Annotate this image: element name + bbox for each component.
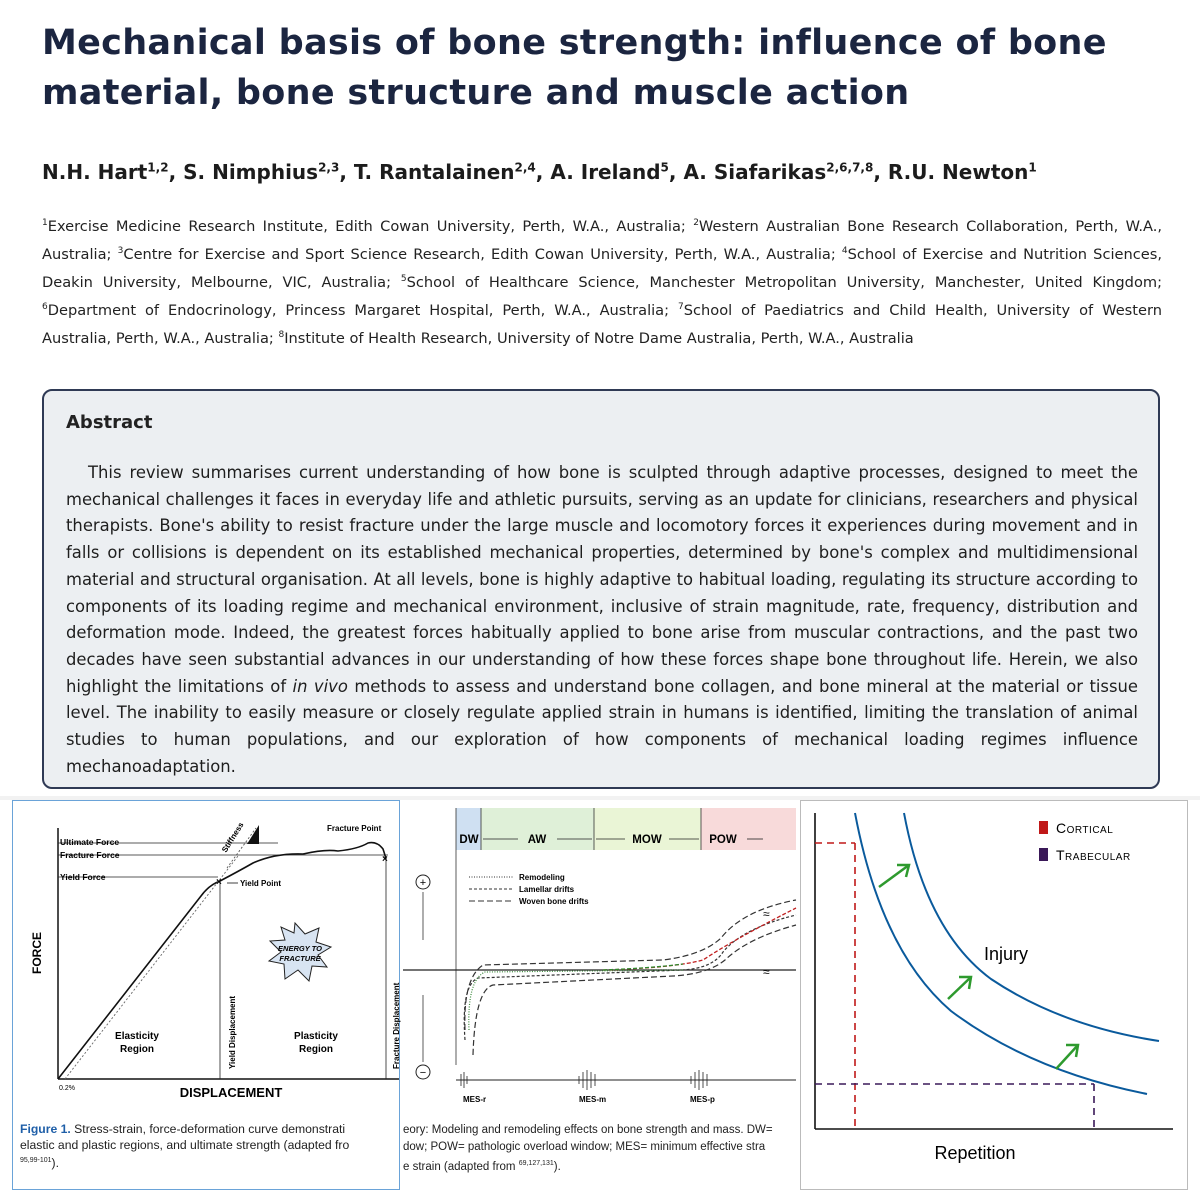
f2-break-mark-1: ≈ [763, 907, 770, 921]
affiliation-text: Department of Endocrinology, Princess Margaret Hospital, Perth, W.A., Australia; [47, 301, 678, 319]
author-affiliation-marker: 5 [660, 160, 669, 175]
figure3-chart [801, 801, 1189, 1191]
f2-green-curve [603, 964, 683, 970]
f1-fracture-force-label: Fracture Force [60, 850, 120, 860]
f1-fracture-point-label: Fracture Point [327, 824, 382, 833]
f2-pow-label: POW [709, 834, 737, 846]
figure2-chart [403, 800, 796, 1120]
f3-legend-trabecular: Trabecular [1056, 847, 1131, 863]
f1-fracture-displacement-label: Fracture Displacement [392, 982, 401, 1069]
f2-woven-upper-curve [465, 900, 796, 1030]
f1-yield-displacement-label: Yield Displacement [228, 995, 237, 1069]
author-separator: , [668, 160, 684, 184]
affiliation-number: 6 [42, 301, 48, 312]
figure2-caption-post: ). [553, 1160, 561, 1173]
author-affiliation-marker: 2,6,7,8 [826, 160, 874, 175]
affiliation-number: 4 [841, 245, 848, 256]
figure1-caption-line3 [20, 1153, 59, 1171]
figure1-caption-sup: 95,99-101 [20, 1157, 52, 1164]
f1-elasticity-label-2: Region [120, 1044, 154, 1055]
f2-remodeling-curve [469, 970, 683, 1030]
abstract-text-part2: methods to assess and understand bone collagen, and bone mineral at the material or tissue level. The inability to easily measure or closely regulate applied strain in humans is identified, limiting the translation of animal studies to human populations, and our exploration of how components of mechanical loading regimes influence mechanoadaptation. [66, 676, 1138, 776]
f2-dw-label: DW [459, 834, 479, 846]
affiliation-text: Centre for Exercise and Sport Science Research, Edith Cowan University, Perth, W.A., Australia; [123, 245, 842, 263]
f2-woven-lower-curve [473, 925, 796, 1055]
author-affiliation-marker: 2,4 [514, 160, 536, 175]
paper-title: Mechanical basis of bone strength: influence of bone material, bone structure and muscle action [42, 23, 1107, 113]
abstract-heading: Abstract [66, 412, 153, 433]
f1-yield-marker: × [216, 877, 222, 888]
f1-energy-label-1: ENERGY TO [278, 944, 322, 953]
f2-minus-label: − [419, 1067, 427, 1079]
f1-fracture-marker: × [382, 854, 388, 865]
affiliation-number: 1 [42, 218, 48, 228]
affiliation-text: Institute of Health Research, University of Notre Dame Australia, Perth, W.A., Australia [284, 329, 914, 347]
f1-energy-label-2: FRACTURE [279, 954, 321, 963]
f1-offset-label: 0.2% [59, 1085, 75, 1092]
figure2-panel [403, 800, 796, 1190]
author-name: S. Nimphius [183, 160, 319, 184]
author-affiliation-marker: 2,3 [318, 160, 340, 175]
f1-elasticity-label-1: Elasticity [115, 1031, 159, 1042]
f2-aw-label: AW [527, 834, 547, 846]
f1-yield-point-label: Yield Point [240, 879, 282, 888]
f2-mes-m: MES-m [579, 1095, 607, 1104]
f2-mow-label: MOW [632, 834, 662, 846]
affiliation-number: 8 [278, 329, 285, 340]
f3-x-axis-label: Repetition [934, 1143, 1016, 1163]
abstract-text-part1: This review summarises current understanding of how bone is sculpted through adaptive processes, designed to meet the mechanical challenges it faces in everyday life and athletic pursuits, serving as an update for clinicians, researchers and physical therapists. Bone's ability to resist fracture under the large muscle and locomotory forces it experiences during movement and in falls or collisions is dependent on its established mechanical properties, determined by bone's complex and multidimensional material and structural organisation. At all levels, bone is highly adaptive to habitual loading, regulating its structure according to components of its loading regime and mechanical environment, inclusive of strain magnitude, rate, frequency, distribution and deformation mode. Indeed, the greatest forces habitually applied to bone arise from muscular contractions, and the past two decades have seen substantial advances in our understanding of how these forces shape bone throughout life. Herein, we also highlight the limitations of [66, 463, 1138, 696]
affiliation-text: School of Healthcare Science, Manchester Metropolitan University, Manchester, United Kingdom; [406, 273, 1162, 291]
figure1-caption-text1: Stress-strain, force-deformation curve demonstrati [70, 1122, 346, 1136]
author-name: A. Siafarikas [683, 160, 827, 184]
figure2-caption-sup: 69,127,131 [518, 1160, 554, 1167]
affiliation-number: 2 [693, 218, 699, 228]
figure3-panel [800, 800, 1188, 1190]
author-name: A. Ireland [550, 160, 661, 184]
f2-legend-woven: Woven bone drifts [519, 897, 589, 906]
f1-plasticity-label-2: Region [299, 1044, 333, 1055]
f3-legend-swatch-cortical [1039, 821, 1048, 834]
author-name: R.U. Newton [887, 160, 1029, 184]
author-list [42, 160, 1182, 184]
author-affiliation-marker: 1,2 [147, 160, 169, 175]
figure1-caption-text3: ). [51, 1156, 59, 1171]
affiliation-text: Western Australian Bone Research Collaboration, Perth, W.A., Australia; [42, 217, 1163, 263]
f2-break-mark-2: ≈ [763, 965, 770, 979]
f1-ultimate-force-label: Ultimate Force [60, 837, 120, 847]
f1-plasticity-label-1: Plasticity [294, 1031, 338, 1042]
affiliations [42, 211, 1162, 351]
figure2-caption-line2: dow; POW= pathologic overload window; MES= minimum effective stra [403, 1141, 766, 1153]
f2-mes-r: MES-r [463, 1095, 487, 1104]
f1-yield-force-label: Yield Force [60, 872, 106, 882]
figure2-caption-line3 [403, 1156, 561, 1175]
f2-legend-remodeling: Remodeling [519, 873, 565, 882]
f2-mes-p: MES-p [690, 1095, 715, 1104]
f3-arrows [879, 865, 1078, 1069]
figure1-panel [12, 800, 400, 1190]
figure2-caption-pre: e strain (adapted from [403, 1160, 519, 1173]
figure1-caption-line1 [20, 1121, 345, 1137]
f3-legend-swatch-trabecular [1039, 848, 1048, 861]
author-separator: , [873, 160, 888, 184]
affiliation-text: School of Exercise and Nutrition Sciences, Deakin University, Melbourne, VIC, Australia; [42, 245, 1162, 291]
f3-legend-cortical: Cortical [1056, 820, 1114, 836]
figure1-caption-line2: elastic and plastic regions, and ultimate strength (adapted fro [20, 1138, 350, 1152]
f1-displacement-axis-label: DISPLACEMENT [179, 1085, 283, 1100]
author-name: N.H. Hart [42, 160, 148, 184]
author-separator: , [535, 160, 551, 184]
author-separator: , [168, 160, 184, 184]
author-affiliation-marker: 1 [1028, 160, 1037, 175]
f2-legend-lamellar: Lamellar drifts [519, 885, 575, 894]
f2-plus-label: + [419, 877, 427, 889]
f3-injury-label: Injury [984, 944, 1029, 964]
f1-stiffness-label: Stiffness [220, 820, 246, 855]
f1-stiffness-triangle [247, 825, 259, 844]
author-name: T. Rantalainen [353, 160, 515, 184]
f1-force-axis-label: FORCE [30, 932, 44, 974]
figure2-caption-line1: eory: Modeling and remodeling effects on bone strength and mass. DW= [403, 1124, 773, 1136]
affiliation-number: 3 [117, 245, 124, 256]
author-separator: , [339, 160, 354, 184]
f1-force-curve [58, 843, 386, 1079]
figure1-caption-label: Figure 1. [20, 1122, 71, 1136]
affiliation-number: 5 [400, 273, 407, 284]
abstract-italic: in vivo [292, 676, 348, 696]
affiliation-number: 7 [678, 301, 684, 312]
affiliation-text: School of Paediatrics and Child Health, University of Western Australia, Perth, W.A., Australia; [42, 301, 1162, 347]
abstract-body [66, 460, 1138, 780]
affiliation-text: Exercise Medicine Research Institute, Edith Cowan University, Perth, W.A., Australia; [47, 217, 694, 235]
